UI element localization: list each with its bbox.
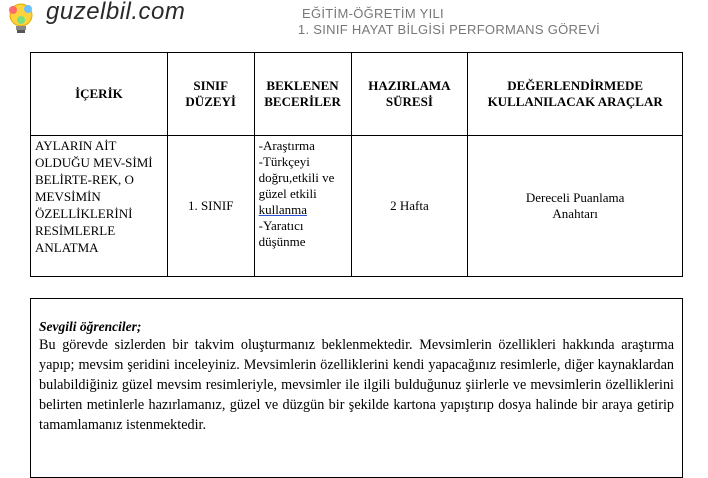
skill-turkish: -Türkçeyi doğru,etkili ve güzel etkili kullanma (258, 154, 335, 217)
task-table (30, 52, 683, 277)
cell-tools: Dereceli Puanlama Anahtarı (468, 136, 683, 277)
cell-grade: 1. SINIF (167, 136, 254, 277)
cell-skills (254, 136, 351, 277)
table-row (31, 136, 683, 277)
header-skills: BEKLENEN BECERİLER (254, 53, 351, 136)
instructions-text: Bu görevde sizlerden bir takvim oluşturmanız beklenmektedir. Mevsimlerin özellikleri hakkında araştırma yapıp; mevsim şeridini inceleyiniz. Mevsimlerin özelliklerini kendi yapacağınız resimlerle, diğer kaynaklardan bulabildiğiniz güzel mevsim resimleriyle, mevsimler ile ilgili bulduğunuz şiirlerle ve mevsimlerin özelliklerini belirten metinlerle hazırlamanız, güzel ve düzgün bir şekilde kartona yapıştırıp dosya halinde bir araya getirip tamamlamanız istenmektedir. (39, 337, 674, 433)
greeting: Sevgili öğrenciler; (39, 319, 142, 334)
site-name: guzelbil.com (46, 0, 186, 25)
header-title: 1. SINIF HAYAT BİLGİSİ PERFORMANS GÖREVİ (297, 22, 601, 37)
cell-duration: 2 Hafta (351, 136, 468, 277)
header-year: EĞİTİM-ÖĞRETİM YILI (302, 6, 444, 21)
header-content: İÇERİK (31, 53, 168, 136)
skill-research: -Araştırma (258, 138, 315, 153)
cell-content: AYLARIN AİT OLDUĞU MEV-SİMİ BELİRTE-REK, O MEVSİMİN ÖZELLİKLERİNİ RESİMLERLE ANLATMA (31, 136, 168, 277)
header-duration: HAZIRLAMA SÜRESİ (351, 53, 468, 136)
instructions-box (30, 298, 683, 478)
table-header-row (31, 53, 683, 136)
header-grade: SINIF DÜZEYİ (167, 53, 254, 136)
skill-creative: -Yaratıcı düşünme (258, 218, 306, 249)
header-tools: DEĞERLENDİRMEDE KULLANILACAK ARAÇLAR (468, 53, 683, 136)
